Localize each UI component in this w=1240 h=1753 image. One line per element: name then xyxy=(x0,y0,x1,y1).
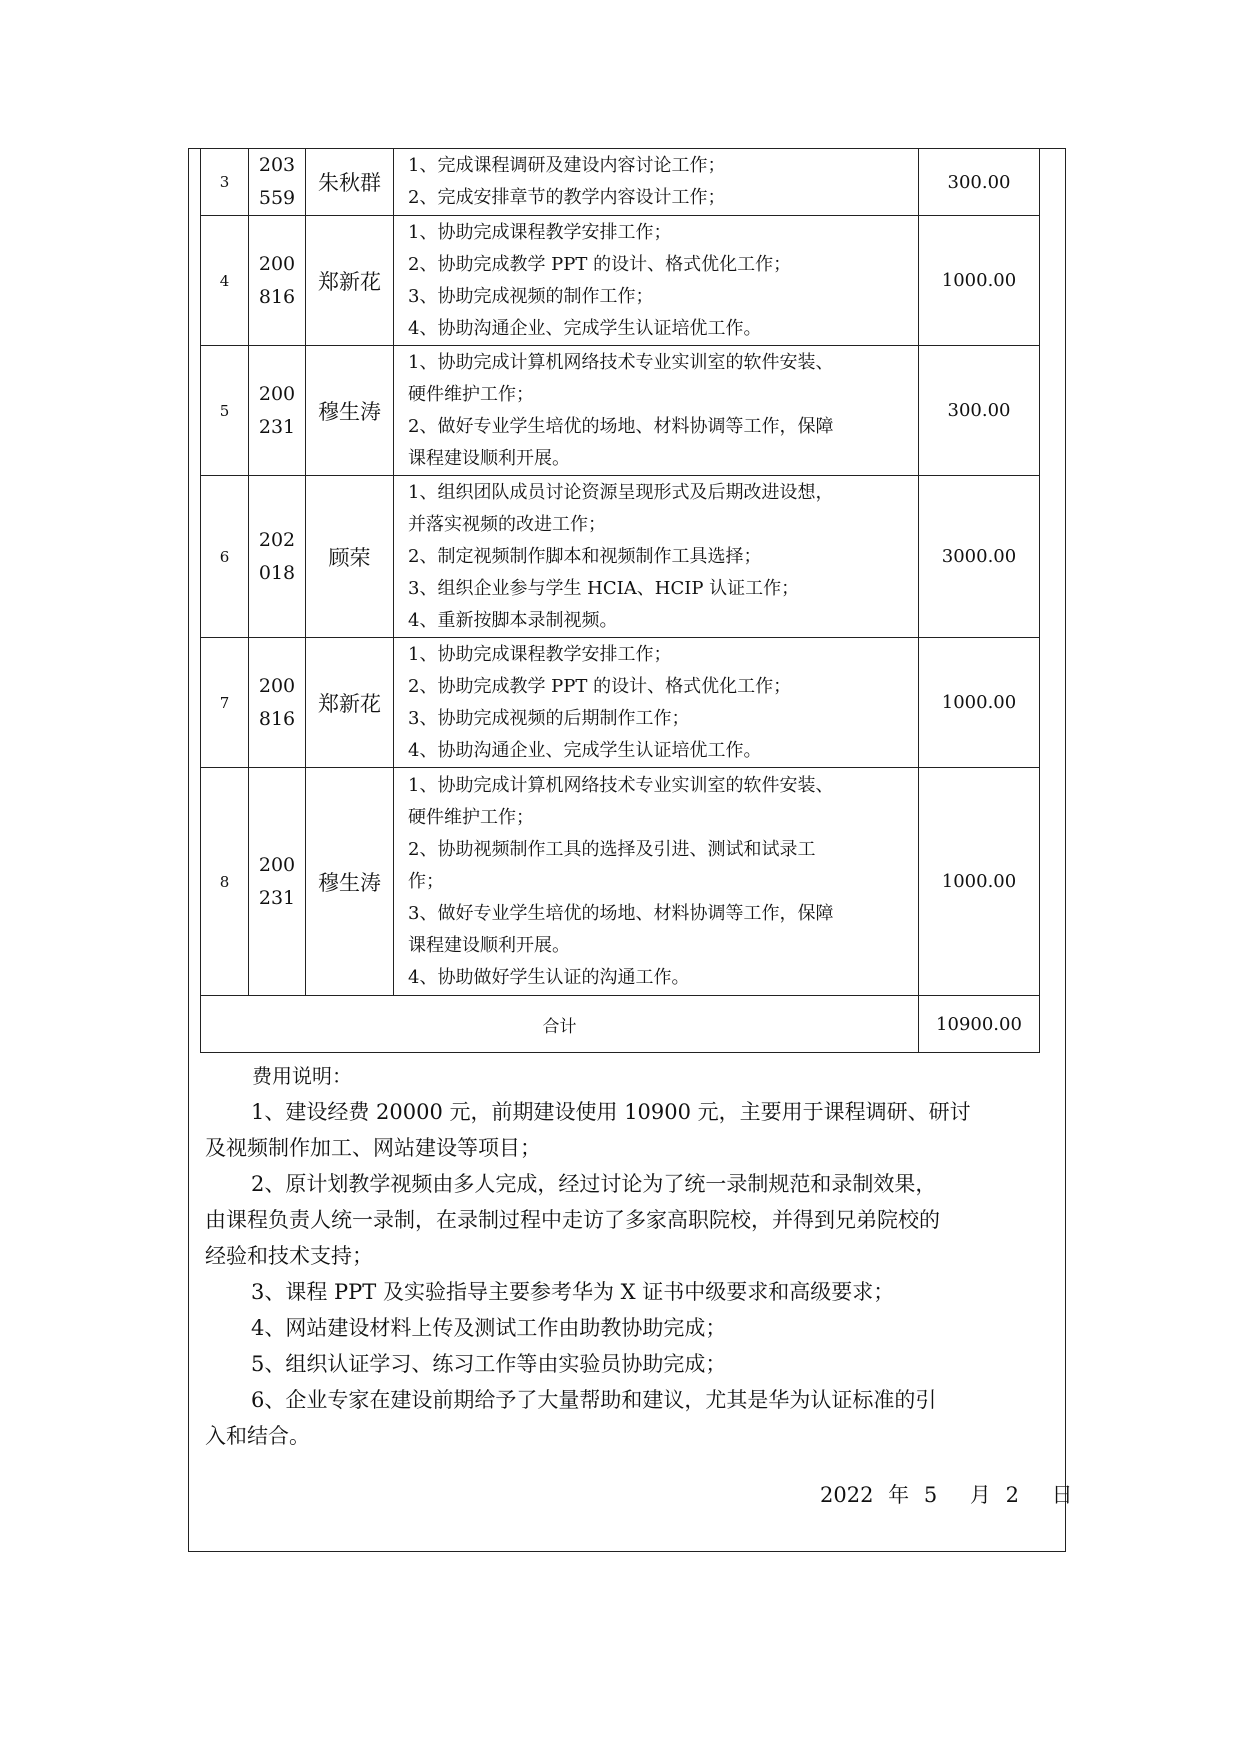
amount: 3000.00 xyxy=(919,476,1040,638)
staff-id xyxy=(249,768,306,996)
note-line: 1、建设经费 20000 元，前期建设使用 10900 元，主要用于课程调研、研讨 xyxy=(251,1100,971,1124)
task-line: 作； xyxy=(408,870,444,892)
row-number: 8 xyxy=(201,768,249,996)
task-line: 1、协助完成课程教学安排工作； xyxy=(408,643,672,665)
amount: 1000.00 xyxy=(919,638,1040,768)
task-line: 1、协助完成课程教学安排工作； xyxy=(408,221,672,243)
note-item xyxy=(205,1166,1057,1274)
signature-date xyxy=(820,1480,1073,1510)
staff-id-top: 200 xyxy=(258,674,296,697)
task-line: 2、制定视频制作脚本和视频制作工具选择； xyxy=(408,545,762,567)
task-line: 4、协助做好学生认证的沟通工作。 xyxy=(408,966,690,988)
task-line: 1、协助完成计算机网络技术专业实训室的软件安装、 xyxy=(408,774,834,796)
note-line: 5、组织认证学习、练习工作等由实验员协助完成； xyxy=(251,1352,727,1376)
row-number: 6 xyxy=(201,476,249,638)
staff-id-top: 200 xyxy=(258,252,296,275)
staff-id-bottom: 559 xyxy=(258,187,296,209)
total-row xyxy=(201,996,1040,1053)
date-day-unit: 日 xyxy=(1051,1483,1073,1507)
staff-id xyxy=(249,638,306,768)
task-line: 2、协助视频制作工具的选择及引进、测试和试录工 xyxy=(408,838,816,860)
table-row xyxy=(201,149,1040,216)
staff-id-bottom: 231 xyxy=(258,886,296,909)
task-line: 2、协助完成教学 PPT 的设计、格式优化工作； xyxy=(408,253,792,275)
staff-id xyxy=(249,149,306,216)
note-line: 3、课程 PPT 及实验指导主要参考华为 X 证书中级要求和高级要求； xyxy=(251,1280,895,1304)
task-list xyxy=(394,149,919,216)
task-line: 4、重新按脚本录制视频。 xyxy=(408,609,618,631)
row-number: 3 xyxy=(201,149,249,216)
staff-id-bottom: 816 xyxy=(258,285,296,308)
staff-name: 顾荣 xyxy=(306,476,394,638)
table-row xyxy=(201,476,1040,638)
table-row xyxy=(201,768,1040,996)
staff-name: 穆生涛 xyxy=(306,768,394,996)
task-line: 1、组织团队成员讨论资源呈现形式及后期改进设想， xyxy=(408,481,834,503)
note-line: 4、网站建设材料上传及测试工作由助教协助完成； xyxy=(251,1316,727,1340)
task-line: 3、做好专业学生培优的场地、材料协调等工作，保障 xyxy=(408,902,834,924)
date-year: 2022 xyxy=(820,1483,874,1507)
amount: 300.00 xyxy=(919,346,1040,476)
task-list xyxy=(394,216,919,346)
task-list xyxy=(394,768,919,996)
date-month: 5 xyxy=(923,1483,938,1507)
note-item xyxy=(205,1094,1057,1166)
total-amount: 10900.00 xyxy=(919,996,1040,1053)
notes-heading: 费用说明： xyxy=(252,1064,352,1088)
date-day: 2 xyxy=(1005,1483,1019,1507)
task-line: 4、协助沟通企业、完成学生认证培优工作。 xyxy=(408,739,762,761)
task-list xyxy=(394,638,919,768)
task-line: 4、协助沟通企业、完成学生认证培优工作。 xyxy=(408,317,762,339)
staff-id-bottom: 816 xyxy=(258,707,296,730)
note-line: 入和结合。 xyxy=(205,1424,310,1448)
amount: 1000.00 xyxy=(919,768,1040,996)
task-line: 3、组织企业参与学生 HCIA、HCIP 认证工作； xyxy=(408,577,800,599)
note-item xyxy=(205,1310,1057,1346)
note-line: 6、企业专家在建设前期给予了大量帮助和建议，尤其是华为认证标准的引 xyxy=(251,1388,937,1412)
task-line: 2、完成安排章节的教学内容设计工作； xyxy=(408,187,726,208)
task-line: 并落实视频的改进工作； xyxy=(408,513,606,535)
staff-id-bottom: 231 xyxy=(258,415,296,438)
note-line: 由课程负责人统一录制，在录制过程中走访了多家高职院校，并得到兄弟院校的 xyxy=(205,1208,940,1232)
task-line: 硬件维护工作； xyxy=(408,806,534,828)
staff-id-top: 200 xyxy=(258,382,296,405)
amount: 1000.00 xyxy=(919,216,1040,346)
expense-table xyxy=(200,148,1040,1053)
note-item xyxy=(205,1346,1057,1382)
total-label: 合计 xyxy=(201,996,919,1053)
task-line: 课程建设顺利开展。 xyxy=(408,447,570,469)
task-line: 2、协助完成教学 PPT 的设计、格式优化工作； xyxy=(408,675,792,697)
note-item xyxy=(205,1382,1057,1454)
row-number: 7 xyxy=(201,638,249,768)
amount: 300.00 xyxy=(919,149,1040,216)
task-line: 硬件维护工作； xyxy=(408,383,534,405)
note-item xyxy=(205,1274,1057,1310)
staff-id xyxy=(249,216,306,346)
task-line: 课程建设顺利开展。 xyxy=(408,934,570,956)
note-line: 2、原计划教学视频由多人完成，经过讨论为了统一录制规范和录制效果， xyxy=(251,1172,937,1196)
task-list xyxy=(394,346,919,476)
staff-id-top: 203 xyxy=(258,154,296,176)
staff-id-top: 202 xyxy=(258,528,296,551)
staff-id-top: 200 xyxy=(258,853,296,876)
row-number: 4 xyxy=(201,216,249,346)
task-list xyxy=(394,476,919,638)
row-number: 5 xyxy=(201,346,249,476)
staff-name: 郑新花 xyxy=(306,216,394,346)
note-line: 及视频制作加工、网站建设等项目； xyxy=(205,1136,541,1160)
task-line: 1、协助完成计算机网络技术专业实训室的软件安装、 xyxy=(408,351,834,373)
staff-id xyxy=(249,476,306,638)
table-row xyxy=(201,216,1040,346)
expense-notes xyxy=(205,1058,1057,1454)
staff-name: 朱秋群 xyxy=(306,149,394,216)
task-line: 3、协助完成视频的制作工作； xyxy=(408,285,654,307)
note-line: 经验和技术支持； xyxy=(205,1244,373,1268)
date-year-unit: 年 xyxy=(888,1483,910,1507)
task-line: 3、协助完成视频的后期制作工作； xyxy=(408,707,690,729)
staff-id xyxy=(249,346,306,476)
table-row xyxy=(201,346,1040,476)
task-line: 2、做好专业学生培优的场地、材料协调等工作，保障 xyxy=(408,415,834,437)
task-line: 1、完成课程调研及建设内容讨论工作； xyxy=(408,155,726,176)
staff-name: 郑新花 xyxy=(306,638,394,768)
staff-name: 穆生涛 xyxy=(306,346,394,476)
table-row xyxy=(201,638,1040,768)
staff-id-bottom: 018 xyxy=(258,561,296,584)
date-month-unit: 月 xyxy=(969,1483,991,1507)
